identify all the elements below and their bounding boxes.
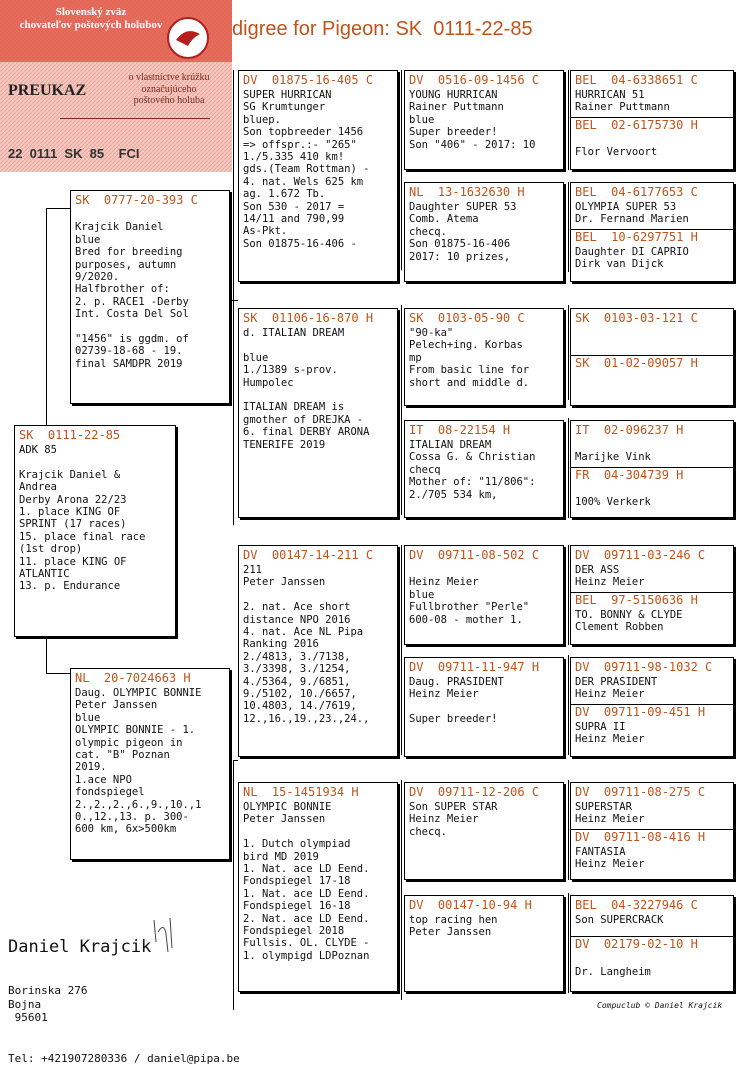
dam-card: [70, 668, 230, 860]
connector-line: [568, 655, 569, 755]
dam-sire-card: [238, 545, 398, 757]
sdd-card: [404, 420, 564, 518]
ring-number: BEL 04-6338651 C: [575, 73, 698, 87]
pigeon-details: HURRICAN 51 Rainer Puttmann: [575, 89, 670, 114]
pigeon-details: Son SUPER STAR Heinz Meier checq.: [409, 801, 498, 838]
g5-pair-card: [570, 70, 734, 170]
connector-line: [568, 182, 569, 272]
ring-number: SK 01106-16-870 H: [243, 311, 374, 325]
g5-pair-card: [570, 308, 734, 406]
ring-number: NL 20-7024663 H: [75, 671, 191, 685]
ring-number: SK 0777-20-393 C: [75, 193, 198, 207]
ssd-card: [404, 182, 564, 282]
ring-number: DV 00147-10-94 H: [409, 898, 532, 912]
breeder-address: Borinska 276 Bojna 95601: [8, 984, 88, 1024]
pigeon-details: YOUNG HURRICAN Rainer Puttmann blue Super breeder! Son "406" - 2017: 10: [409, 89, 536, 151]
pigeon-details: "90-ka" Pelech+ing. Korbas mp From basic line for short and middle d.: [409, 327, 530, 389]
ring-number: DV 09711-03-246 C: [575, 548, 706, 562]
sire-card: [70, 190, 230, 404]
stamp-text: o vlastníctve krúžku označujúceho poštového holuba: [128, 72, 210, 106]
ring-number: DV 09711-08-416 H: [575, 829, 706, 844]
pigeon-details: Daug. PRASIDENT Heinz Meier Super breeder!: [409, 676, 504, 726]
pigeon-details: ITALIAN DREAM Cossa G. & Christian checq Mother of: "11/806": 2./705 534 km,: [409, 439, 536, 501]
ring-number: BEL 04-3227946 C: [575, 898, 698, 912]
pigeon-details: SUPRA II Heinz Meier: [575, 720, 645, 746]
pigeon-details: [575, 327, 729, 352]
page-title: digree for Pigeon: SK 0111-22-85: [232, 18, 533, 40]
ownership-certificate-stamp: [0, 0, 232, 172]
connector-line: [401, 780, 402, 1000]
stamp-ring-number: 22 0111 SK 85 FCI: [8, 146, 140, 161]
ring-number: BEL 10-6297751 H: [575, 229, 698, 244]
ring-number: FR 04-304739 H: [575, 467, 684, 482]
dam-dam-card: [238, 782, 398, 992]
pigeon-details: d. ITALIAN DREAM blue 1./1389 s-prov. Humpolec ITALIAN DREAM is gmother of DREJKA - 6. final DERBY ARONA TENERIFE 2019: [243, 327, 370, 451]
connector-line: [401, 70, 402, 270]
ring-number: DV 09711-12-206 C: [409, 785, 540, 799]
connector-line: [46, 208, 47, 426]
pigeon-details: FANTASIA Heinz Meier: [575, 845, 645, 871]
ring-number: BEL 97-5150636 H: [575, 592, 698, 607]
connector-line: [568, 893, 569, 993]
connector-line: [46, 208, 70, 209]
pigeon-details: DER ASS Heinz Meier: [575, 564, 645, 589]
pigeon-details: 211 Peter Janssen 2. nat. Ace short distance NPO 2016 4. nat. Ace NL Pipa Ranking 2016 2./4813, 3./7138, 3./3398, 3./1254, 4./5364, 9./6851, 9./5102, 10./6657, 10.4803, 14./7619, 12.,16.,19.,23.,24.,: [243, 564, 370, 725]
ring-number: SK 0111-22-85: [19, 428, 121, 442]
ring-number: DV 09711-09-451 H: [575, 704, 706, 719]
pigeon-details: Krajcik Daniel blue Bred for breeding purposes, autumn 9/2020. Halfbrother of: 2. p. RACE1 -Derby Int. Costa Del Sol "1456" is ggdm. of 02739-18-68 - 19. final SAMDPR 2019: [75, 221, 189, 370]
subject-pigeon-card: [14, 425, 176, 637]
dds-card: [404, 782, 564, 880]
pigeon-details: top racing hen Peter Janssen: [409, 914, 498, 939]
connector-line: [568, 780, 569, 880]
ring-number: BEL 04-6177653 C: [575, 185, 698, 199]
g5-pair-card: [570, 545, 734, 645]
ring-number: DV 01875-16-405 C: [243, 73, 374, 87]
sire-dam-card: [238, 308, 398, 518]
pigeon-details: SUPERSTAR Heinz Meier: [575, 801, 645, 826]
connector-line: [401, 545, 402, 755]
ddd-card: [404, 895, 564, 992]
g5-pair-card: [570, 182, 734, 282]
connector-line: [401, 305, 402, 515]
sds-card: [404, 308, 564, 406]
ring-number: DV 00147-14-211 C: [243, 548, 374, 562]
connector-line: [233, 760, 238, 761]
pigeon-details: Flor Vervoort: [575, 146, 658, 159]
ring-number: DV 09711-08-275 C: [575, 785, 706, 799]
connector-line: [230, 300, 238, 301]
connector-line: [568, 418, 569, 518]
stamp-org: Slovenský zväz chovateľov poštových holubov: [19, 6, 163, 31]
sss-card: [404, 70, 564, 170]
ring-number: IT 08-22154 H: [409, 423, 511, 437]
ring-number: DV 09711-11-947 H: [409, 660, 540, 674]
breeder-info: [8, 910, 240, 1079]
footer-credit: Compuclub © Daniel Krajcik: [597, 1001, 723, 1010]
stamp-title: PREUKAZ: [8, 82, 87, 99]
pigeon-details: 100% Verkerk: [575, 496, 651, 509]
sire-sire-card: [238, 70, 398, 282]
ring-number: IT 02-096237 H: [575, 423, 684, 437]
breeder-name: Daniel Krajcik: [8, 937, 152, 957]
pigeon-details: Dr. Langheim: [575, 965, 651, 978]
ring-number: SK 01-02-09057 H: [575, 356, 698, 370]
dsd-card: [404, 657, 564, 757]
breeder-contact: Tel: +421907280336 / daniel@pipa.be: [8, 1051, 240, 1065]
pigeon-details: SUPER HURRICAN SG Krumtunger bluep. Son topbreeder 1456 => offspr.:- "265" 1./5.335 410 km! gds.(Team Rottman) - 4. nat. Wels 625 km ag. 1.672 Tb. Son 530 - 2017 = 14/11 and 790,99 As-Pkt. Son 01875-16-406 -: [243, 89, 370, 250]
g5-pair-card: [570, 895, 734, 992]
connector-line: [568, 305, 569, 400]
ring-number: BEL 02-6175730 H: [575, 117, 698, 132]
connector-line: [46, 673, 70, 674]
connector-line: [568, 545, 569, 645]
ring-number: DV 02179-02-10 H: [575, 937, 698, 952]
g5-pair-card: [570, 420, 734, 518]
ring-number: SK 0103-05-90 C: [409, 311, 525, 325]
g5-pair-card: [570, 782, 734, 880]
pigeon-details: Heinz Meier blue Fullbrother "Perle" 600-08 - mother 1.: [409, 576, 530, 626]
ring-number: DV 09711-08-502 C: [409, 548, 540, 562]
ring-number: SK 0103-03-121 C: [575, 311, 698, 325]
pigeon-details: Daughter SUPER 53 Comb. Atema checq. Son 01875-16-406 2017: 10 prizes,: [409, 201, 517, 263]
pigeon-details: TO. BONNY & CLYDE Clement Robben: [575, 608, 683, 634]
connector-line: [233, 70, 234, 525]
pigeon-details: ADK 85 Krajcik Daniel & Andrea Derby Arona 22/23 1. place KING OF SPRINT (17 races) 15. place final race (1st drop) 11. place KING OF ATLANTIC 13. p. Endurance: [19, 444, 146, 593]
connector-line: [46, 637, 47, 673]
pigeon-details: DER PRASIDENT Heinz Meier: [575, 676, 658, 701]
pigeon-details: Daughter DI CAPRIO Dirk van Dijck: [575, 245, 689, 271]
pigeon-details: Daug. OLYMPIC BONNIE Peter Janssen blue OLYMPIC BONNIE - 1. olympic pigeon in cat. "B" Poznan 2019. 1.ace NPO fondspiegel 2.,2.,2.,6.,9.,10.,1 0.,12.,13. p. 300- 600 km, 6x>500km: [75, 687, 202, 836]
connector-line: [568, 70, 569, 170]
dss-card: [404, 545, 564, 645]
pigeon-details: OLYMPIC BONNIE Peter Janssen 1. Dutch olympiad bird MD 2019 1. Nat. ace LD Eend. Fondspiegel 17-18 1. Nat. ace LD Eend. Fondspiegel 16-18 2. Nat. ace LD Eend. Fondspiegel 2018 Fullsis. OL. CLYDE - 1. olympigd LDPoznan: [243, 801, 370, 962]
signature-mark: [148, 912, 178, 957]
pigeon-details: Son SUPERCRACK: [575, 914, 664, 926]
g5-pair-card: [570, 657, 734, 757]
ring-number: DV 09711-98-1032 C: [575, 660, 713, 674]
ring-number: NL 15-1451934 H: [243, 785, 359, 799]
pigeon-details: Marijke Vink: [575, 451, 651, 464]
ring-number: NL 13-1632630 H: [409, 185, 525, 199]
ring-number: DV 0516-09-1456 C: [409, 73, 540, 87]
pigeon-details: OLYMPIA SUPER 53 Dr. Fernand Marien: [575, 201, 689, 226]
